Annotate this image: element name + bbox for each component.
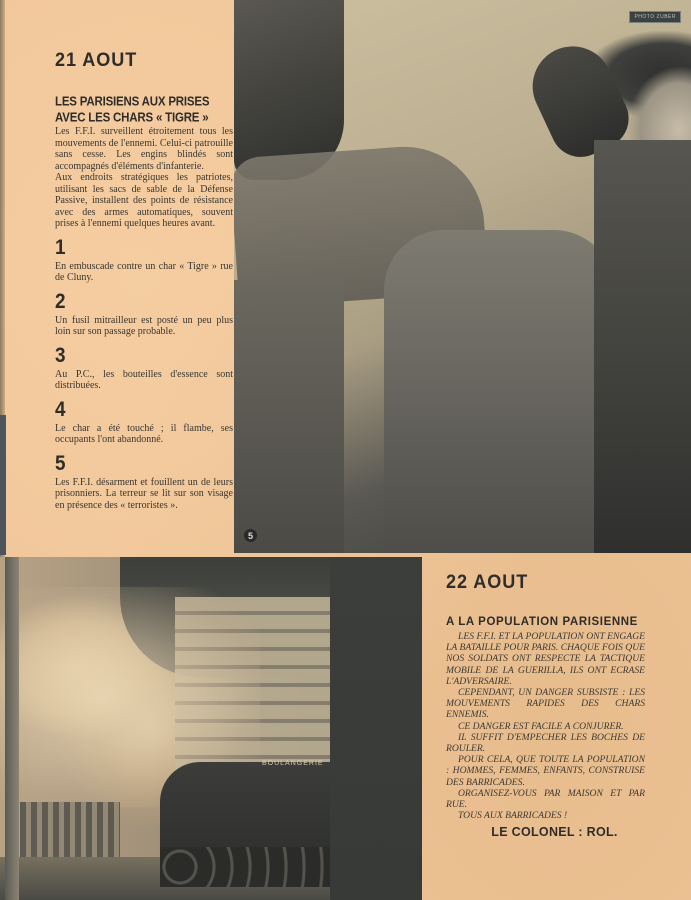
step-caption: En embuscade contre un char « Tigre » rue de Cluny. xyxy=(55,260,233,283)
step-number: 3 xyxy=(55,343,66,367)
step-caption: Au P.C., les bouteilles d'essence sont distribuées. xyxy=(55,368,233,391)
photo-pole-shape xyxy=(5,557,19,900)
appeal-paragraph: CEPENDANT, UN DANGER SUBSISTE : LES MOUVEMENTS RAPIDES DES CHARS ENNEMIS. xyxy=(446,687,645,721)
photo-crowd-shape xyxy=(20,802,120,857)
appeal-paragraph: ORGANISEZ-VOUS PAR MAISON ET PAR RUE. xyxy=(446,787,645,811)
intro-paragraph: Les F.F.I. surveillent étroitement tous les mouvements de l'ennemi. Celui-ci patrouille sans cesse. Les engins blindés sont accompagnés d'éléments d'infanterie. xyxy=(55,126,233,172)
step-caption: Un fusil mitrailleur est posté un peu plus loin sur son passage probable. xyxy=(55,314,233,337)
photo-torso-shape xyxy=(384,230,614,553)
step-number: 5 xyxy=(55,451,66,475)
step-caption: Les F.F.I. désarment et fouillent un de leurs prisonniers. La terreur se lit sur son visage en présence des « terroristes ». xyxy=(55,476,233,511)
appeal-paragraph: TOUS AUX BARRICADES ! xyxy=(458,810,568,822)
page-edge-strip xyxy=(0,415,6,555)
section-title: LES PARISIENS AUX PRISES AVEC LES CHARS « TIGRE » xyxy=(55,95,210,126)
photo-credit-label: PHOTO ZUBER xyxy=(629,11,681,23)
photo-number-badge: 5 xyxy=(244,529,257,542)
step-number: 1 xyxy=(55,235,66,259)
appeal-title: A LA POPULATION PARISIENNE xyxy=(446,616,638,628)
step-caption: Le char a été touché ; il flambe, ses occupants l'ont abandonné. xyxy=(55,422,233,445)
date-heading: 21 AOUT xyxy=(55,50,138,71)
prisoner-photo xyxy=(234,0,691,553)
section-22-aout xyxy=(446,572,645,839)
date-heading: 22 AOUT xyxy=(446,572,529,593)
step-number: 4 xyxy=(55,397,66,421)
photo-jacket-shape xyxy=(234,280,344,553)
burning-tank-photo xyxy=(0,557,422,900)
signature: LE COLONEL : ROL. xyxy=(491,825,618,840)
appeal-text xyxy=(446,631,645,821)
appeal-paragraph: POUR CELA, QUE TOUTE LA POPULATION : HOMMES, FEMMES, ENFANTS, CONSTRUISE DES BARRICADES. xyxy=(446,754,645,788)
intro-paragraph: Aux endroits stratégiques les patriotes, utilisant les sacs de sable de la Défense Passive, installent des points de résistance avec des armes automatiques, souvent prises à l'ennemi quelques heures avant. xyxy=(55,172,233,229)
section-21-aout xyxy=(55,50,233,511)
shop-sign-text: BOULANGERIE xyxy=(262,760,324,767)
photo-searcher-shape xyxy=(594,140,691,553)
appeal-paragraph: CE DANGER EST FACILE A CONJURER. xyxy=(458,720,624,732)
step-number: 2 xyxy=(55,289,66,313)
appeal-paragraph: LES F.F.I. ET LA POPULATION ONT ENGAGE LA BATAILLE POUR PARIS. CHAQUE FOIS QUE NOS SOLDATS ONT RESPECTE LA TACTIQUE MOBILE DE LA GUERILLA, ILS ONT ECRASE L'ADVERSAIRE. xyxy=(446,631,645,687)
photo-tree-trunk-shape xyxy=(330,557,422,900)
appeal-paragraph: IL SUFFIT D'EMPECHER LES BOCHES DE ROULER. xyxy=(446,731,645,755)
